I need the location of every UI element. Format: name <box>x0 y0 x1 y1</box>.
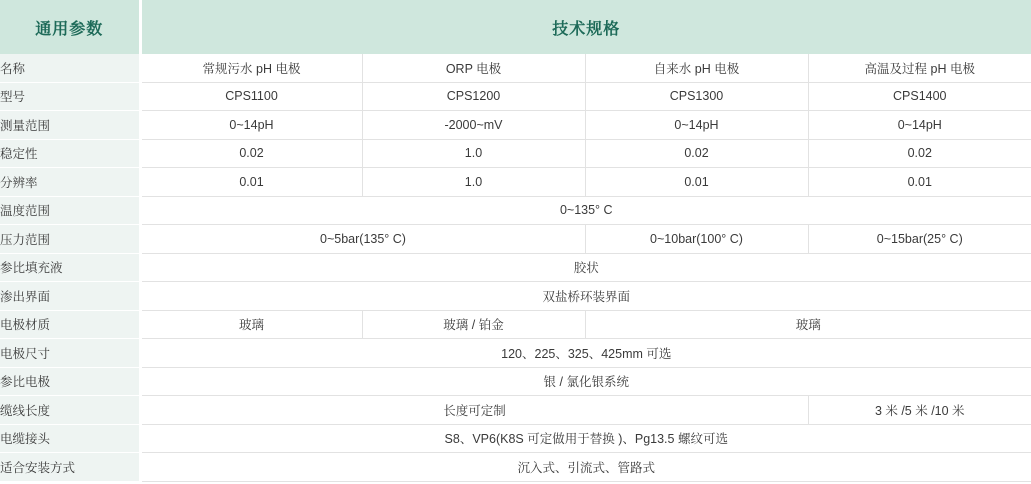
table-cell: 长度可定制 <box>140 396 808 425</box>
table-row <box>0 82 1031 111</box>
row-label: 测量范围 <box>0 111 140 140</box>
table-row <box>0 424 1031 453</box>
table-row <box>0 367 1031 396</box>
row-label: 参比填充液 <box>0 253 140 282</box>
table-cell: 1.0 <box>362 168 585 197</box>
header-general-parameters: 通用参数 <box>0 0 140 54</box>
row-label: 稳定性 <box>0 139 140 168</box>
row-label: 电极尺寸 <box>0 339 140 368</box>
table-cell: 0~135° C <box>140 196 1031 225</box>
row-label: 型号 <box>0 82 140 111</box>
table-row <box>0 339 1031 368</box>
table-cell: 0.02 <box>585 139 808 168</box>
table-cell: CPS1200 <box>362 82 585 111</box>
row-label: 温度范围 <box>0 196 140 225</box>
table-cell: 双盐桥环装界面 <box>140 282 1031 311</box>
table-cell: 0~14pH <box>808 111 1031 140</box>
table-body <box>0 54 1031 481</box>
table-row <box>0 225 1031 254</box>
table-row <box>0 310 1031 339</box>
table-cell: -2000~mV <box>362 111 585 140</box>
table-cell: 0~14pH <box>585 111 808 140</box>
table-cell: 玻璃 <box>140 310 362 339</box>
table-cell: 自来水 pH 电极 <box>585 54 808 82</box>
row-label: 适合安装方式 <box>0 453 140 482</box>
table-row <box>0 139 1031 168</box>
table-cell: 高温及过程 pH 电极 <box>808 54 1031 82</box>
table-cell: 0.02 <box>140 139 362 168</box>
row-label: 分辨率 <box>0 168 140 197</box>
table-cell: 0.01 <box>585 168 808 197</box>
row-label: 缆线长度 <box>0 396 140 425</box>
table-row <box>0 111 1031 140</box>
row-label: 电极材质 <box>0 310 140 339</box>
table-cell: S8、VP6(K8S 可定做用于替换 )、Pg13.5 螺纹可选 <box>140 424 1031 453</box>
table-cell: 玻璃 <box>585 310 1031 339</box>
table-cell: 3 米 /5 米 /10 米 <box>808 396 1031 425</box>
table-cell: 常规污水 pH 电极 <box>140 54 362 82</box>
row-label: 参比电极 <box>0 367 140 396</box>
table-cell: 0~10bar(100° C) <box>585 225 808 254</box>
table-row <box>0 453 1031 482</box>
table-row <box>0 168 1031 197</box>
table-cell: 0~15bar(25° C) <box>808 225 1031 254</box>
table-cell: 沉入式、引流式、管路式 <box>140 453 1031 482</box>
table-cell: 0.01 <box>140 168 362 197</box>
table-cell: 120、225、325、425mm 可选 <box>140 339 1031 368</box>
row-label: 电缆接头 <box>0 424 140 453</box>
table-cell: CPS1300 <box>585 82 808 111</box>
table-cell: CPS1100 <box>140 82 362 111</box>
row-label: 压力范围 <box>0 225 140 254</box>
row-label: 名称 <box>0 54 140 82</box>
table-cell: 玻璃 / 铂金 <box>362 310 585 339</box>
table-row <box>0 196 1031 225</box>
table-cell: ORP 电极 <box>362 54 585 82</box>
table-row <box>0 253 1031 282</box>
table-cell: CPS1400 <box>808 82 1031 111</box>
table-cell: 0~5bar(135° C) <box>140 225 585 254</box>
table-cell: 银 / 氯化银系统 <box>140 367 1031 396</box>
table-cell: 1.0 <box>362 139 585 168</box>
table-cell: 0.02 <box>808 139 1031 168</box>
table-row <box>0 54 1031 82</box>
table-cell: 0.01 <box>808 168 1031 197</box>
table-row <box>0 396 1031 425</box>
table-cell: 0~14pH <box>140 111 362 140</box>
table-row <box>0 282 1031 311</box>
table-header-row <box>0 0 1031 54</box>
row-label: 渗出界面 <box>0 282 140 311</box>
header-technical-specs: 技术规格 <box>140 0 1031 54</box>
table-cell: 胶状 <box>140 253 1031 282</box>
